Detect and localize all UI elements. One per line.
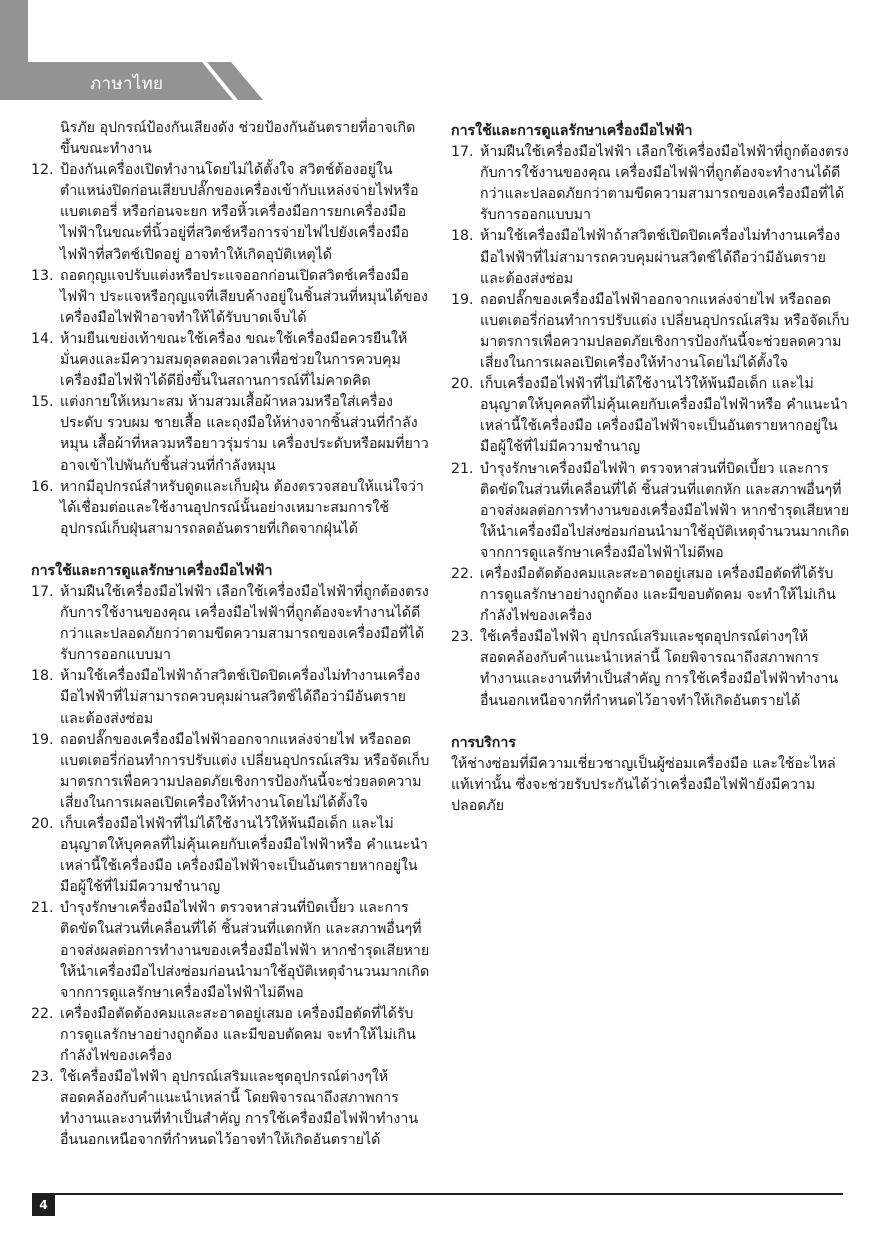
list-item xyxy=(31,266,431,329)
item-text: ใช้เครื่องมือไฟฟ้า อุปกรณ์เสริมและชุดอุปกรณ์ต่างๆให้สอดคล้องกับคำแนะนำเหล่านี้ โดยพิจารณาถึงสภาพการทำงานและงานที่ทำเป็นสำคัญ การใช้เครื่องมือไฟฟ้าทำงานอื่นนอกเหนือจากที่กำหนดไว้อาจทำให้เกิดอันตรายได้ xyxy=(480,629,839,709)
item-text: ห้ามใช้เครื่องมือไฟฟ้าถ้าสวิตช์เปิดปิดเครื่องไม่ทำงานเครื่องมือไฟฟ้าที่ไม่สามารถควบคุมผ่านสวิตช์ได้ถือว่ามีอันตรายและต้องส่งซ่อม xyxy=(480,228,841,287)
item-number: 20. xyxy=(451,376,474,393)
item-number: 13. xyxy=(31,267,54,284)
item-text: หากมีอุปกรณ์สำหรับดูดและเก็บฝุ่น ต้องตรวจสอบให้แน่ใจว่าได้เชื่อมต่อและใช้งานอุปกรณ์นั้นอย่างเหมาะสมการใช้อุปกรณ์เก็บฝุ่นสามารถลดอันตรายที่เกิดจากฝุ่นได้ xyxy=(60,478,424,537)
item-number: 17. xyxy=(31,583,54,600)
item-number: 22. xyxy=(31,1005,54,1022)
item-text: ถอดกุญแจปรับแต่งหรือประแจออกก่อนเปิดสวิตช์เครื่องมือไฟฟ้า ประแจหรือกุญแจที่เสียบค้างอยู่ในชิ้นส่วนที่หมุนได้ของเครื่องมือไฟฟ้าอาจทำให้ได้รับบาดเจ็บได้ xyxy=(60,267,428,326)
service-heading: การบริการ xyxy=(451,734,516,751)
list-item xyxy=(31,1004,431,1067)
list-item xyxy=(31,392,431,476)
item-text: แต่งกายให้เหมาะสม ห้ามสวมเสื้อผ้าหลวมหรือใส่เครื่องประดับ รวบผม ชายเสื้อ และถุงมือให้ห่างจากชิ้นส่วนที่กำลังหมุน เสื้อผ้าที่หลวมหรือยาวรุ่มร่าม เครื่องประดับหรือผมที่ยาว อาจเข้าไปพันกับชิ้นส่วนที่กำลังหมุน xyxy=(60,394,429,474)
list-item xyxy=(31,477,431,540)
item-number: 20. xyxy=(31,816,54,832)
item-number: 23. xyxy=(451,629,474,646)
list-item xyxy=(31,666,431,729)
list-item xyxy=(451,290,851,374)
list-item xyxy=(451,142,851,226)
item-number: 18. xyxy=(451,228,474,245)
item-text: ห้ามฝืนใช้เครื่องมือไฟฟ้า เลือกใช้เครื่องมือไฟฟ้าที่ถูกต้องตรงกับการใช้งานของคุณ เครื่องมือไฟฟ้าที่ถูกต้องจะทำงานได้ดีกว่าและปลอดภัยกว่าตามขีดความสามารถของเครื่องมือที่ได้รับการออกแบบมา xyxy=(480,144,849,224)
item-number: 21. xyxy=(31,900,54,917)
list-item xyxy=(31,1067,431,1151)
item-number: 23. xyxy=(31,1069,54,1086)
right-column xyxy=(451,121,851,817)
continuation-text: นิรภัย อุปกรณ์ป้องกันเสียงดัง ช่วยป้องกันอันตรายที่อาจเกิดขึ้นขณะทำงาน xyxy=(60,120,416,158)
item-text: บำรุงรักษาเครื่องมือไฟฟ้า ตรวจหาส่วนที่บิดเบี้ยว และการติดขัดในส่วนที่เคลื่อนที่ได้ ชิ้นส่วนที่แตกหัก และสภาพอื่นๆที่อาจส่งผลต่อการทำงานของเครื่องมือไฟฟ้า หากชำรุดเสียหาย ให้นำเครื่องมือไปส่งซ่อมก่อนนำมาใช้อุบัติเหตุจำนวนมากเกิดจากการดูแลรักษาเครื่องมือไฟฟ้าไม่ดีพอ xyxy=(60,900,430,1001)
list-item xyxy=(31,582,431,666)
page-number: 4 xyxy=(32,1194,55,1216)
list-item xyxy=(31,160,431,265)
section-heading: การใช้และการดูแลรักษาเครื่องมือไฟฟ้า xyxy=(31,562,273,579)
left-column xyxy=(31,118,431,1152)
item-number: 18. xyxy=(31,668,54,685)
list-item xyxy=(31,898,431,1003)
footer-rule xyxy=(32,1193,843,1195)
list-item xyxy=(31,814,431,898)
item-text: ใช้เครื่องมือไฟฟ้า อุปกรณ์เสริมและชุดอุปกรณ์ต่างๆให้สอดคล้องกับคำแนะนำเหล่านี้ โดยพิจารณาถึงสภาพการทำงานและงานที่ทำเป็นสำคัญ การใช้เครื่องมือไฟฟ้าทำงานอื่นนอกเหนือจากที่กำหนดไว้อาจทำให้เกิดอันตรายได้ xyxy=(60,1069,419,1149)
item-text: เครื่องมือตัดต้องคมและสะอาดอยู่เสมอ เครื่องมือตัดที่ได้รับการดูแลรักษาอย่างถูกต้อง และมีขอบตัดคม จะทำให้ไม่เกินกำลังไฟของเครื่อง xyxy=(480,565,836,625)
item-number: 14. xyxy=(31,330,54,347)
item-text: เก็บเครื่องมือไฟฟ้าที่ไม่ได้ใช้งานไว้ให้พ้นมือเด็ก และไม่อนุญาตให้บุคคลที่ไม่คุ้นเคยกับเครื่องมือไฟฟ้าหรือ คำแนะนำเหล่านี้ใช้เครื่องมือ เครื่องมือไฟฟ้าจะเป็นอันตรายหากอยู่ในมือผู้ใช้ที่ไม่มีความชำนาญ xyxy=(60,816,428,896)
list-item xyxy=(451,627,851,711)
service-text: ให้ช่างซ่อมที่มีความเชี่ยวชาญเป็นผู้ซ่อมเครื่องมือ และใช้อะไหล่แท้เท่านั้น ซึ่งจะช่วยรับประกันได้ว่าเครื่องมือไฟฟ้ายังมีความปลอดภัย xyxy=(451,755,836,814)
item-number: 19. xyxy=(451,291,474,308)
section-heading: การใช้และการดูแลรักษาเครื่องมือไฟฟ้า xyxy=(451,123,693,139)
list-item xyxy=(451,226,851,289)
item-text: ถอดปลั๊กของเครื่องมือไฟฟ้าออกจากแหล่งจ่ายไฟ หรือถอดแบตเตอรี่ก่อนทำการปรับแต่ง เปลี่ยนอุปกรณ์เสริม หรือจัดเก็บมาตรการเพื่อความปลอดภัยเชิงการป้องกันนี้จะช่วยลดความเสี่ยงในการเผลอเปิดเครื่องให้ทำงานโดยไม่ได้ตั้งใจ xyxy=(480,291,850,372)
item-number: 12. xyxy=(31,162,54,179)
item-text: ห้ามยืนเขย่งเท้าขณะใช้เครื่อง ขณะใช้เครื่องมือควรยืนให้มั่นคงและมีความสมดุลตลอดเวลาเพื่อช่วยในการควบคุมเครื่องมือไฟฟ้าได้ดียิ่งขึ้นในสถานการณ์ที่ไม่คาดคิด xyxy=(60,330,408,390)
item-text: ห้ามฝืนใช้เครื่องมือไฟฟ้า เลือกใช้เครื่องมือไฟฟ้าที่ถูกต้องตรงกับการใช้งานของคุณ เครื่องมือไฟฟ้าที่ถูกต้องจะทำงานได้ดีกว่าและปลอดภัยกว่าตามขีดความสามารถของเครื่องมือที่ได้รับการออกแบบมา xyxy=(60,583,429,664)
item-number: 21. xyxy=(451,460,474,477)
list-item xyxy=(451,459,851,564)
item-text: เก็บเครื่องมือไฟฟ้าที่ไม่ได้ใช้งานไว้ให้พ้นมือเด็ก และไม่อนุญาตให้บุคคลที่ไม่คุ้นเคยกับเครื่องมือไฟฟ้าหรือ คำแนะนำเหล่านี้ใช้เครื่องมือ เครื่องมือไฟฟ้าจะเป็นอันตรายหากอยู่ในมือผู้ใช้ที่ไม่มีความชำนาญ xyxy=(480,376,848,456)
list-item xyxy=(451,564,851,627)
item-number: 15. xyxy=(31,394,54,411)
item-text: บำรุงรักษาเครื่องมือไฟฟ้า ตรวจหาส่วนที่บิดเบี้ยว และการติดขัดในส่วนที่เคลื่อนที่ได้ ชิ้นส่วนที่แตกหัก และสภาพอื่นๆที่อาจส่งผลต่อการทำงานของเครื่องมือไฟฟ้า หากชำรุดเสียหาย ให้นำเครื่องมือไปส่งซ่อมก่อนนำมาใช้อุบัติเหตุจำนวนมากเกิดจากการดูแลรักษาเครื่องมือไฟฟ้าไม่ดีพอ xyxy=(480,460,850,561)
item-number: 19. xyxy=(31,731,54,748)
language-label: ภาษาไทย xyxy=(90,74,164,94)
item-number: 22. xyxy=(451,565,474,582)
item-text: เครื่องมือตัดต้องคมและสะอาดอยู่เสมอ เครื่องมือตัดที่ได้รับการดูแลรักษาอย่างถูกต้อง และมีขอบตัดคม จะทำให้ไม่เกินกำลังไฟของเครื่อง xyxy=(60,1005,416,1065)
list-item xyxy=(31,730,431,814)
item-text: ห้ามใช้เครื่องมือไฟฟ้าถ้าสวิตช์เปิดปิดเครื่องไม่ทำงานเครื่องมือไฟฟ้าที่ไม่สามารถควบคุมผ่านสวิตช์ได้ถือว่ามีอันตรายและต้องส่งซ่อม xyxy=(60,668,421,727)
item-number: 16. xyxy=(31,478,54,495)
list-item xyxy=(31,329,431,392)
item-number: 17. xyxy=(451,144,474,161)
item-text: ป้องกันเครื่องเปิดทำงานโดยไม่ได้ตั้งใจ สวิตช์ต้องอยู่ในตำแหน่งปิดก่อนเสียบปลั๊กของเครื่องเข้ากับแหล่งจ่ายไฟหรือแบตเตอรี่ หรือก่อนจะยก หรือหิ้วเครื่องมือการยกเครื่องมือไฟฟ้าในขณะที่นิ้วอยู่ที่สวิตช์หรือการจ่ายไฟไปยังเครื่องมือไฟฟ้าที่สวิตช์เปิดอยู่ อาจทำให้เกิดอุบัติเหตุได้ xyxy=(60,162,419,263)
list-item xyxy=(451,374,851,458)
item-text: ถอดปลั๊กของเครื่องมือไฟฟ้าออกจากแหล่งจ่ายไฟ หรือถอดแบตเตอรี่ก่อนทำการปรับแต่ง เปลี่ยนอุปกรณ์เสริม หรือจัดเก็บมาตรการเพื่อความปลอดภัยเชิงการป้องกันนี้จะช่วยลดความเสี่ยงในการเผลอเปิดเครื่องให้ทำงานโดยไม่ได้ตั้งใจ xyxy=(60,731,430,811)
